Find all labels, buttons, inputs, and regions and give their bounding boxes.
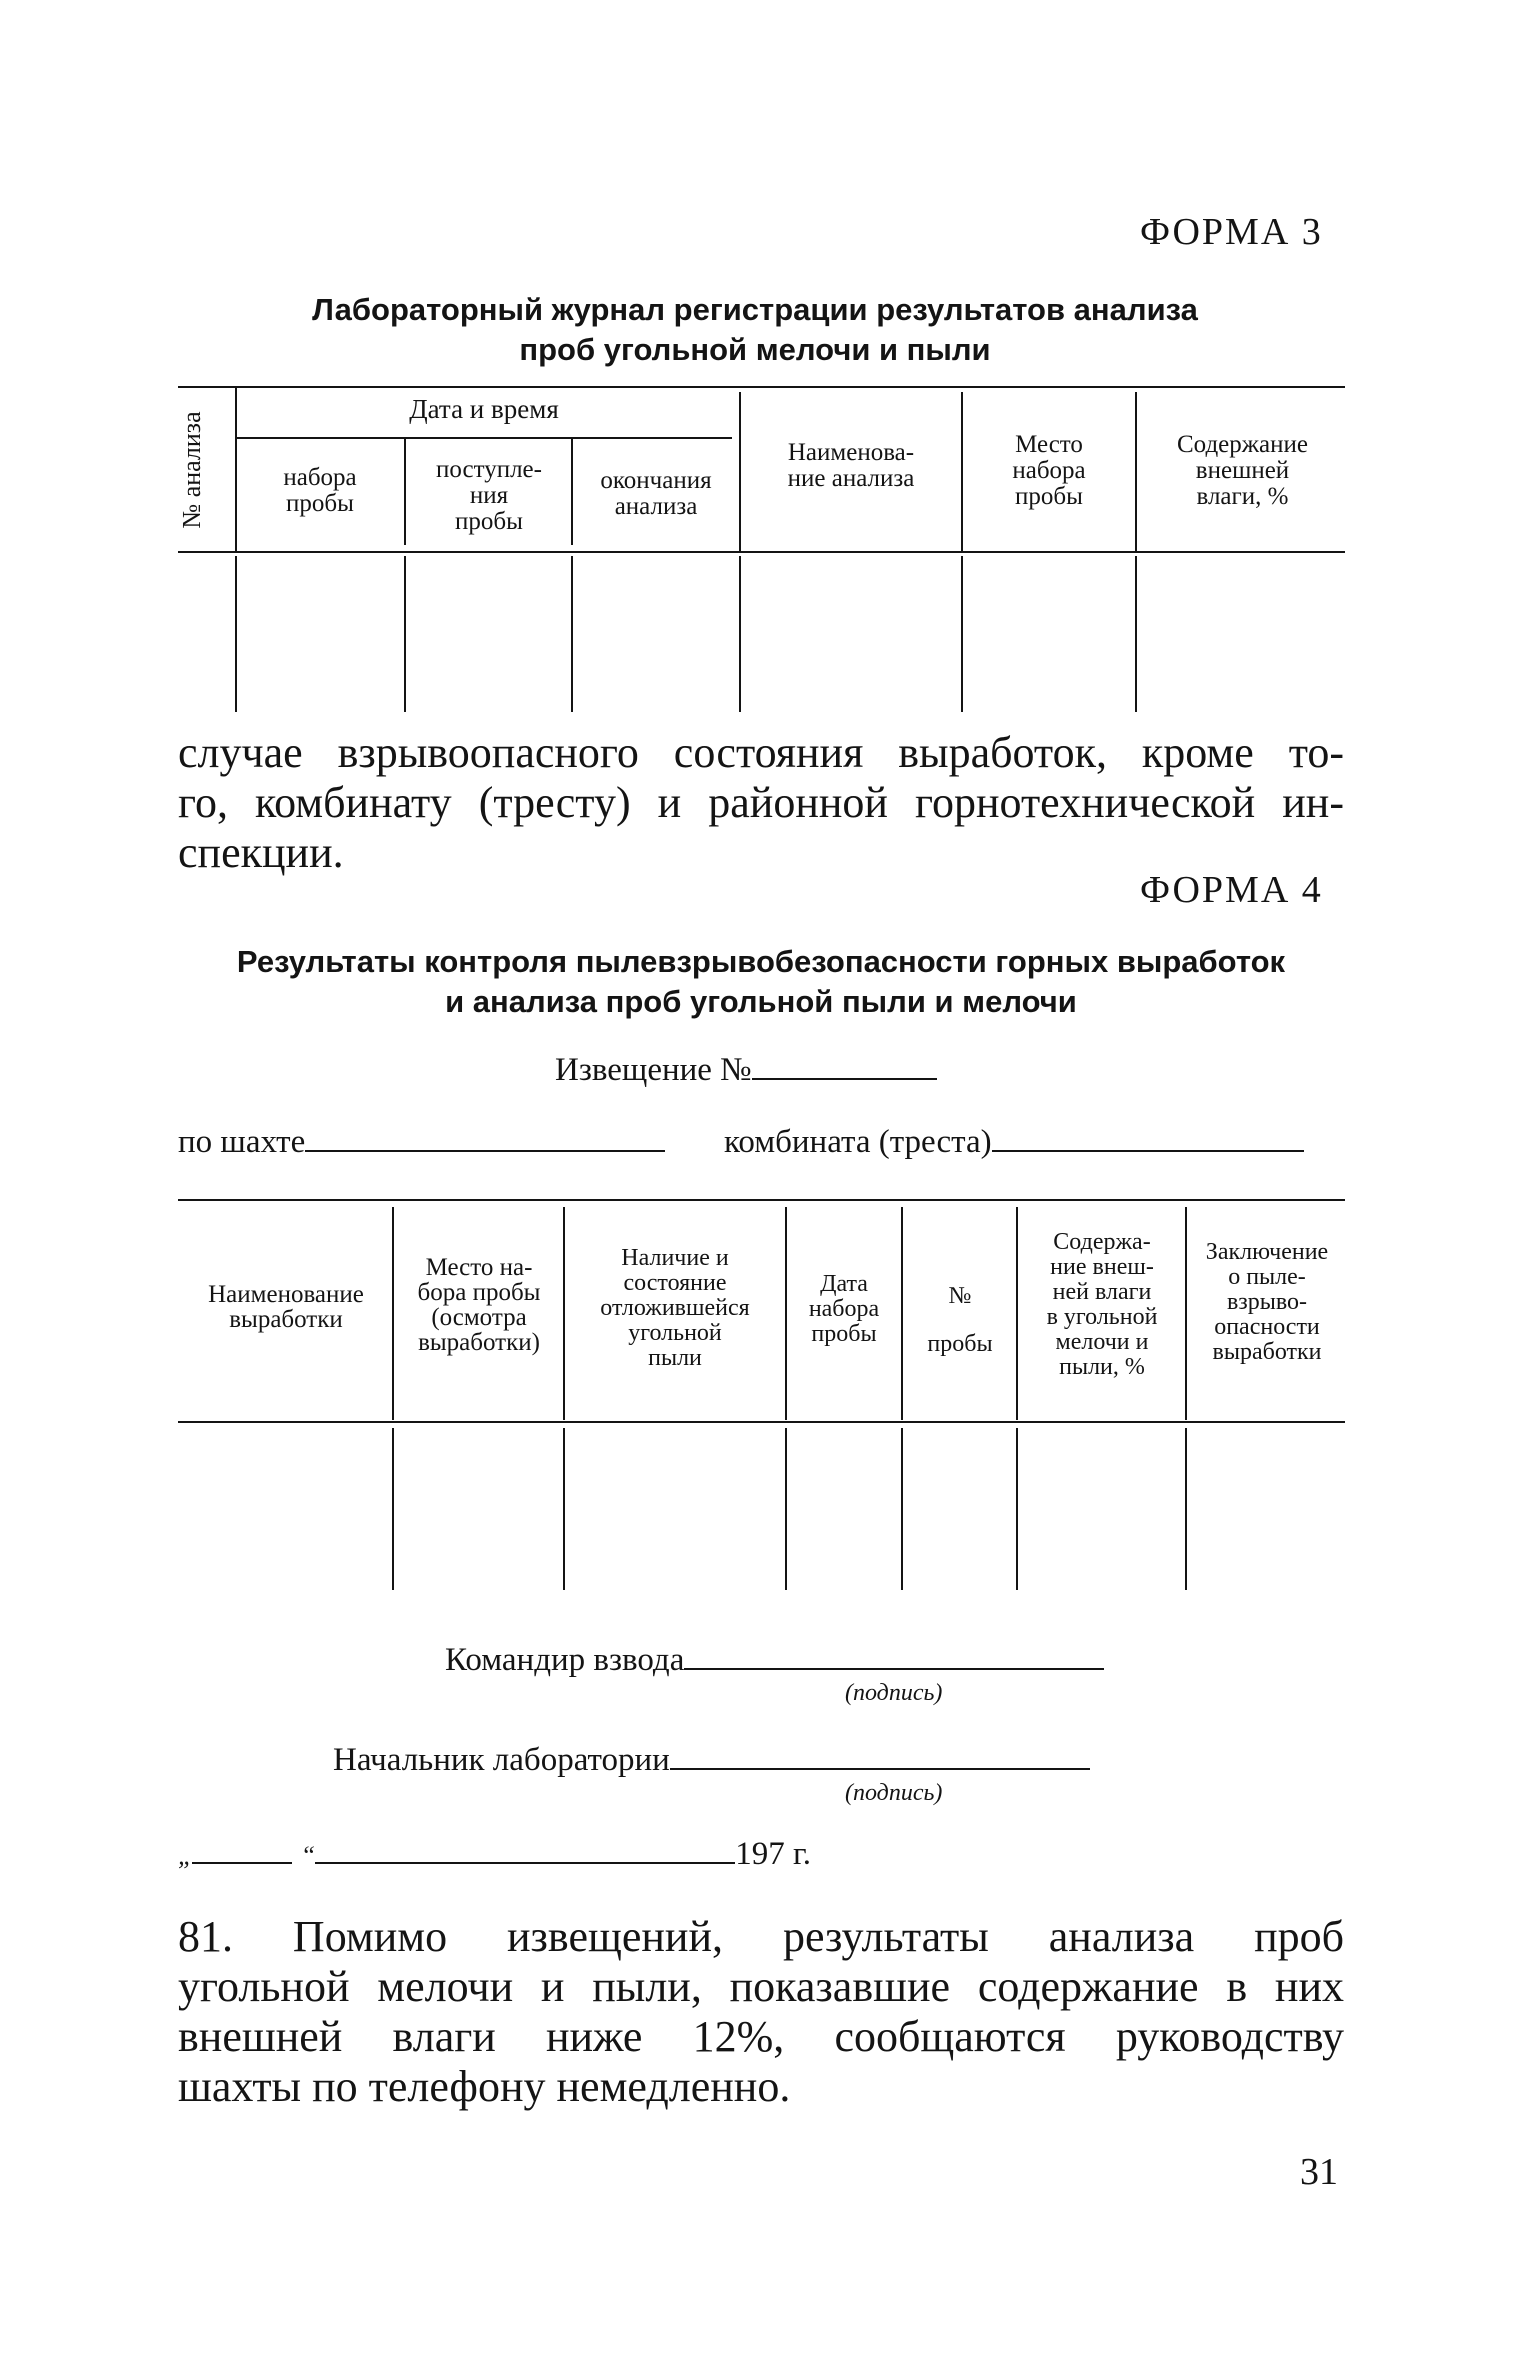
col-sampling-place — [966, 432, 1132, 510]
date-field[interactable] — [178, 1832, 811, 1873]
col-finish-line: анализа — [614, 493, 698, 520]
month-blank[interactable] — [315, 1832, 735, 1864]
col-collect — [240, 465, 400, 517]
col-receipt-line: ния — [469, 482, 509, 509]
signature-caption-1: (подпись) — [845, 1680, 943, 1706]
text-line: случае взрывоопасного состояния выработок, кроме то- — [178, 728, 1344, 777]
col-dust-state — [566, 1246, 784, 1371]
col-conclusion-line: выработки — [1212, 1339, 1322, 1365]
lab-head-label: Начальник лаборатории — [333, 1742, 670, 1778]
col-sample-number-line: пробы — [927, 1331, 993, 1357]
combine-label: комбината (треста) — [724, 1124, 992, 1160]
col-dust-state-line: угольной — [628, 1320, 722, 1346]
col-dust-state-line: отложившейся — [600, 1295, 750, 1321]
col-moisture-content-line: Содержа- — [1053, 1229, 1151, 1255]
form4-label: ФОРМА 4 — [1140, 869, 1323, 911]
col-moisture-content-line: ней влаги — [1052, 1279, 1152, 1305]
col-conclusion-line: взрыво- — [1226, 1289, 1308, 1315]
col-sample-date-line: Дата — [820, 1271, 868, 1297]
mine-blank[interactable] — [305, 1120, 665, 1152]
col-conclusion — [1188, 1240, 1346, 1365]
col-analysis-name-line: Наименова- — [787, 439, 915, 466]
col-sample-date — [788, 1272, 900, 1347]
day-blank[interactable] — [192, 1832, 292, 1864]
col-analysis-name-line: ние анализа — [787, 465, 915, 492]
col-place-line: бора пробы — [417, 1279, 541, 1306]
col-moisture-line: Содержание — [1177, 431, 1308, 458]
form4-title — [178, 942, 1344, 1022]
col-dust-state-line: пыли — [648, 1345, 702, 1371]
notice-number-field[interactable] — [555, 1048, 937, 1089]
col-moisture-content — [1019, 1230, 1185, 1380]
text-line: шахты по телефону немедленно. — [178, 2062, 791, 2111]
col-sample-number — [904, 1272, 1016, 1368]
notice-number-blank[interactable] — [752, 1048, 937, 1080]
open-quote: „ — [178, 1841, 193, 1870]
continuation-paragraph — [178, 728, 1344, 878]
col-dust-state-line: Наличие и — [621, 1245, 729, 1271]
col-conclusion-line: Заключение — [1205, 1239, 1329, 1265]
text-line: внешней влаги ниже 12%, сообщаются руководству — [178, 2012, 1344, 2061]
col-conclusion-line: о пыле- — [1228, 1264, 1306, 1290]
col-dust-state-line: состояние — [623, 1270, 727, 1296]
col-sampling-place-line: пробы — [1015, 483, 1083, 510]
col-sample-date-line: набора — [808, 1296, 880, 1322]
col-moisture-line: влаги, % — [1196, 483, 1289, 510]
col-collect-line: пробы — [286, 490, 354, 517]
col-datetime: Дата и время — [409, 394, 559, 424]
text-line: угольной мелочи и пыли, показавшие содержание в них — [178, 1962, 1344, 2011]
col-conclusion-line: опасности — [1214, 1314, 1320, 1340]
lab-head-field[interactable] — [333, 1738, 1090, 1779]
paragraph-81 — [178, 1912, 1344, 2112]
col-working-name-line: Наименование — [208, 1281, 364, 1308]
form4-title-line1: Результаты контроля пылевзрывобезопасности горных выработок — [236, 944, 1286, 979]
text-line: спекции. — [178, 828, 344, 877]
col-moisture — [1140, 432, 1345, 510]
col-place-line: выработки) — [418, 1329, 540, 1356]
col-moisture-line: внешней — [1195, 457, 1290, 484]
col-sample-date-line: пробы — [811, 1321, 877, 1347]
combine-blank[interactable] — [992, 1120, 1304, 1152]
signature-caption-2: (подпись) — [845, 1780, 943, 1806]
close-quote: “ — [300, 1841, 316, 1870]
platoon-commander-field[interactable] — [445, 1638, 1104, 1679]
form4-title-line2: и анализа проб угольной пыли и мелочи — [445, 984, 1077, 1019]
col-moisture-content-line: ние внеш- — [1050, 1254, 1154, 1280]
col-analysis-number-text: № анализа — [177, 411, 206, 529]
col-receipt — [409, 457, 569, 535]
col-sampling-place-line: Место — [1015, 431, 1083, 458]
col-moisture-content-line: пыли, % — [1059, 1354, 1145, 1380]
mine-field[interactable] — [178, 1120, 665, 1161]
platoon-commander-signature-line[interactable] — [684, 1638, 1104, 1670]
col-place-line: (осмотра — [431, 1304, 527, 1331]
platoon-commander-label: Командир взвода — [445, 1642, 685, 1678]
col-moisture-content-line: в угольной — [1046, 1304, 1158, 1330]
col-place — [395, 1255, 563, 1355]
text-line: 81. Помимо извещений, результаты анализа проб — [178, 1912, 1344, 1961]
col-sampling-place-line: набора — [1012, 457, 1086, 484]
col-place-line: Место на- — [425, 1254, 533, 1281]
col-finish-line: окончания — [600, 467, 712, 494]
lab-head-signature-line[interactable] — [670, 1738, 1090, 1770]
col-working-name-line: выработки — [229, 1306, 343, 1333]
col-finish — [575, 468, 737, 520]
col-collect-line: набора — [283, 464, 357, 491]
page-number: 31 — [1300, 2151, 1338, 2193]
combine-field[interactable] — [724, 1120, 1304, 1161]
year-label: 197 г. — [735, 1836, 812, 1872]
form3-label: ФОРМА 3 — [1140, 211, 1323, 253]
form3-title-line1: Лабораторный журнал регистрации результатов анализа — [312, 292, 1198, 327]
form3-title-line2: проб угольной мелочи и пыли — [519, 332, 991, 367]
text-line: го, комбинату (тресту) и районной горнотехнической ин- — [178, 778, 1344, 827]
col-working-name — [180, 1282, 392, 1332]
col-receipt-line: поступле- — [436, 456, 542, 483]
col-analysis-name — [744, 440, 958, 492]
col-moisture-content-line: мелочи и — [1055, 1329, 1149, 1355]
col-sample-number-line: № — [948, 1283, 972, 1309]
col-receipt-line: пробы — [455, 508, 523, 535]
notice-number-label: Извещение № — [555, 1052, 752, 1088]
mine-label: по шахте — [178, 1124, 306, 1160]
